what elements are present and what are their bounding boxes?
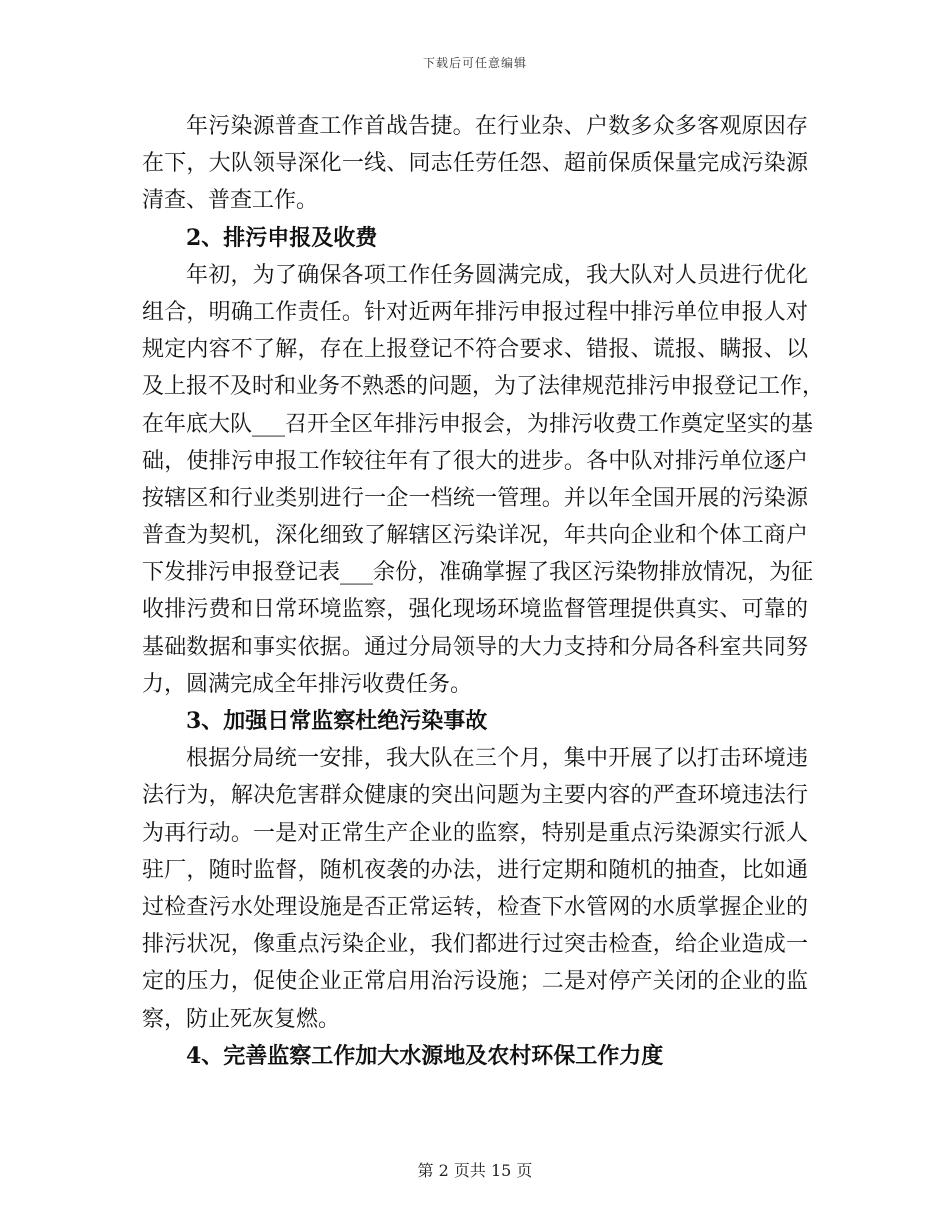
- text-line: 定的压力，促使企业正常启用治污设施；二是对停产关闭的企业的监: [142, 969, 808, 995]
- text-line: 普查为契机，深化细致了解辖区污染详况，年共向企业和个体工商户: [142, 523, 808, 549]
- document-body: [142, 108, 825, 1075]
- text-line: 下发排污申报登记表___余份，准确掌握了我区污染物排放情况，为征: [142, 560, 814, 586]
- text-line: 察，防止死灰复燃。: [142, 1006, 341, 1032]
- text-line: 按辖区和行业类别进行一企一档统一管理。并以年全国开展的污染源: [142, 485, 808, 511]
- text-line: 础，使排污申报工作较往年有了很大的进步。各中队对排污单位逐户: [142, 448, 808, 474]
- text-line: 年污染源普查工作首战告捷。在行业杂、户数多众多客观原因存: [186, 114, 808, 139]
- page-footer: 第 2 页共 15 页: [417, 1161, 533, 1180]
- text-line: 收排污费和日常环境监察，强化现场环境监督管理提供真实、可靠的: [142, 597, 808, 623]
- section-heading: 2、排污申报及收费: [186, 224, 378, 251]
- text-line: 驻厂，随时监督，随机夜袭的办法，进行定期和随机的抽查，比如通: [142, 857, 808, 883]
- text-line: 规定内容不了解，存在上报登记不符合要求、错报、谎报、瞒报、以: [142, 337, 808, 363]
- text-line: 基础数据和事实依据。通过分局领导的大力支持和分局各科室共同努: [142, 634, 808, 660]
- text-line: 在下，大队领导深化一线、同志任劳任怨、超前保质保量完成污染源: [142, 151, 808, 177]
- text-line: 及上报不及时和业务不熟悉的问题，为了法律规范排污申报登记工作，: [142, 374, 825, 400]
- text-line: 清查、普查工作。: [142, 188, 319, 214]
- text-line: 根据分局统一安排，我大队在三个月，集中开展了以打击环境违: [186, 746, 808, 772]
- text-line: 力，圆满完成全年排污收费任务。: [142, 671, 473, 697]
- text-line: 为再行动。一是对正常生产企业的监察，特别是重点污染源实行派人: [142, 820, 808, 846]
- text-line: 组合，明确工作责任。针对近两年排污申报过程中排污单位申报人对: [142, 299, 808, 325]
- text-line: 法行为，解决危害群众健康的突出问题为主要内容的严查环境违法行: [142, 783, 808, 809]
- text-line: 排污状况，像重点污染企业，我们都进行过突击检查，给企业造成一: [142, 932, 808, 958]
- text-line: 在年底大队___召开全区年排污申报会，为排污收费工作奠定坚实的基: [142, 411, 814, 437]
- section-heading: 3、加强日常监察杜绝污染事故: [186, 708, 488, 734]
- text-line: 年初，为了确保各项工作任务圆满完成，我大队对人员进行优化: [186, 262, 808, 288]
- page-header: 下载后可任意编辑: [422, 56, 527, 70]
- text-line: 过检查污水处理设施是否正常运转，检查下水管网的水质掌握企业的: [142, 894, 808, 920]
- section-heading: 4、完善监察工作加大水源地及农村环保工作力度: [186, 1042, 664, 1069]
